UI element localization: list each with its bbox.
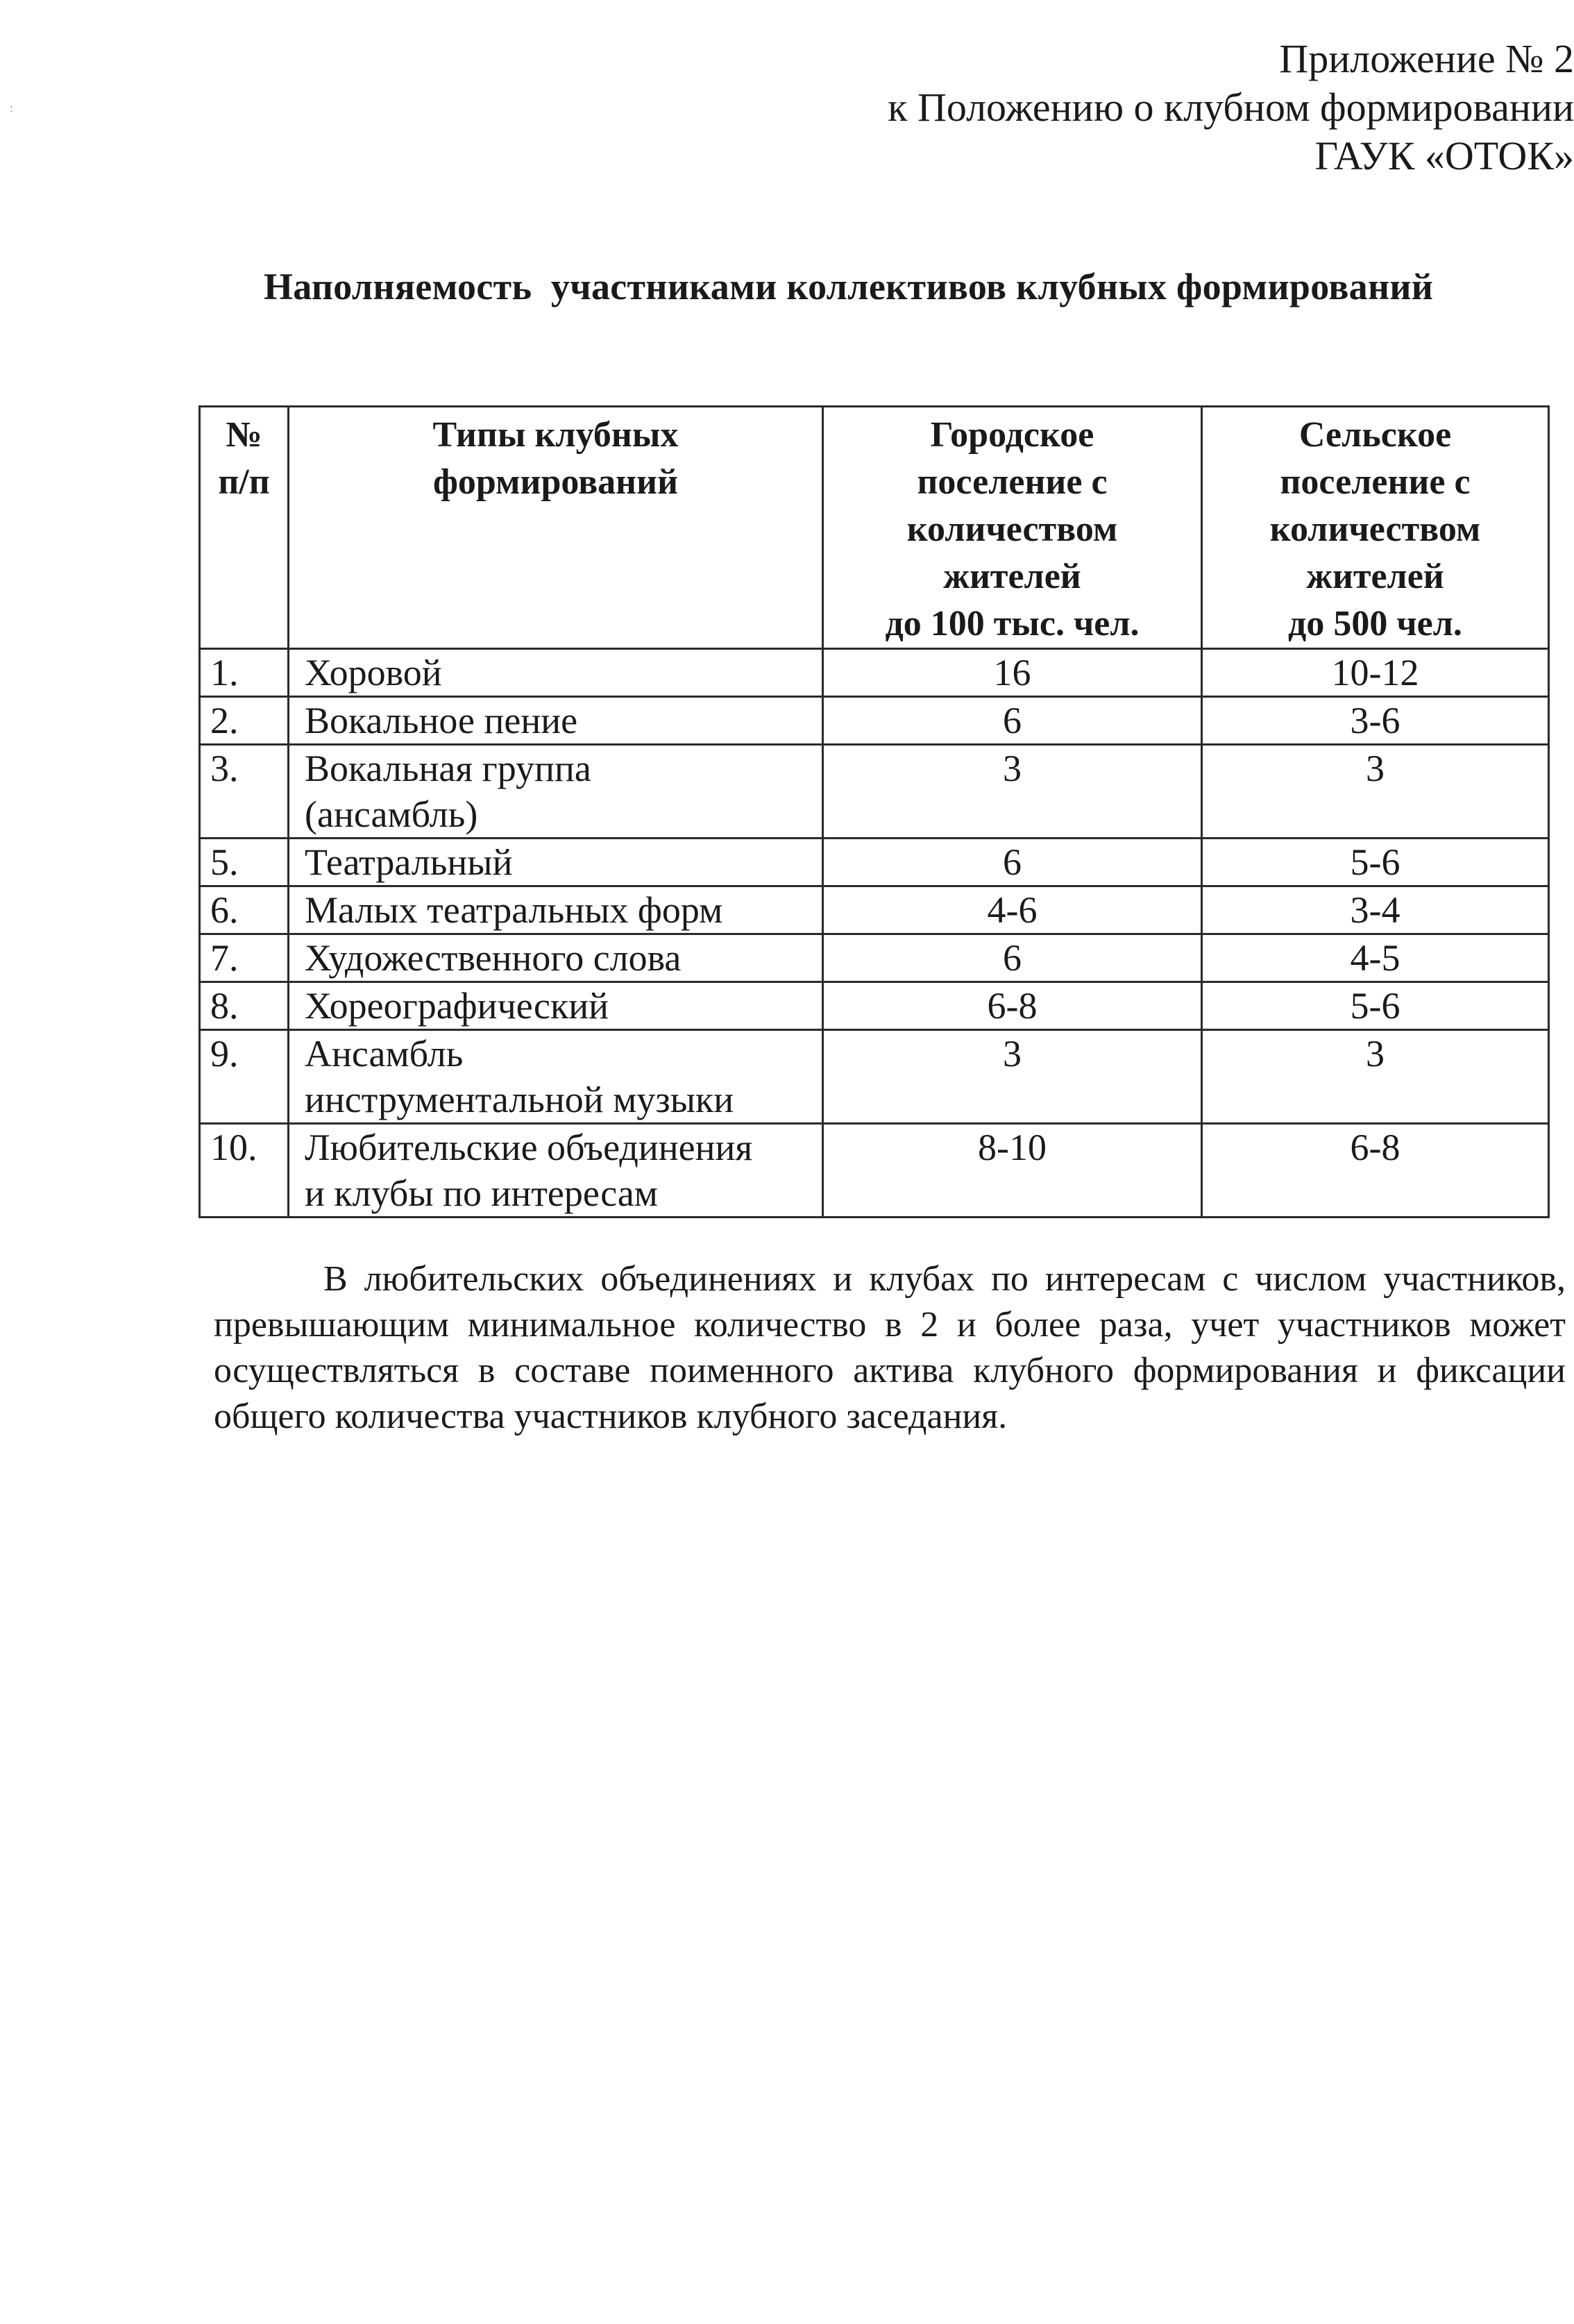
row-rural-value: 5-6: [1202, 839, 1549, 886]
row-rural-value: 4-5: [1202, 934, 1549, 982]
row-num: 6.: [200, 886, 289, 934]
row-city-value: 6-8: [823, 982, 1202, 1030]
row-rural-value: 5-6: [1202, 982, 1549, 1030]
appendix-reference: к Положению о клубном формировании: [888, 85, 1574, 130]
header-num: № п/п: [200, 407, 289, 649]
table-row: [200, 1124, 1549, 1218]
row-rural-value: 3: [1202, 1030, 1549, 1124]
row-city-value: 4-6: [823, 886, 1202, 934]
scan-artifact: :: [10, 101, 14, 115]
row-num: 10.: [200, 1124, 289, 1218]
table-row: [200, 697, 1549, 745]
row-type: Любительские объединения и клубы по интересам: [289, 1124, 823, 1218]
table-row: [200, 934, 1549, 982]
club-capacity-table: [198, 405, 1550, 1218]
note-paragraph: В любительских объединениях и клубах по интересам с числом участников, превышающим минимальное количество в 2 и более раза, учет участников может осуществляться в составе поименного актива клубного формирования и фиксации общего количества участников клубного заседания.: [214, 1259, 1566, 1436]
row-city-value: 3: [823, 1030, 1202, 1124]
row-type: Ансамбль инструментальной музыки: [289, 1030, 823, 1124]
row-city-value: 16: [823, 649, 1202, 697]
table-row: [200, 649, 1549, 697]
row-type: Вокальная группа (ансамбль): [289, 745, 823, 839]
row-num: 9.: [200, 1030, 289, 1124]
table-row: [200, 982, 1549, 1030]
table-row: [200, 745, 1549, 839]
row-rural-value: 10-12: [1202, 649, 1549, 697]
row-rural-value: 3-6: [1202, 697, 1549, 745]
header-city: Городское поселение с количеством жителей до 100 тыс. чел.: [823, 407, 1202, 649]
row-type: Театральный: [289, 839, 823, 886]
row-city-value: 3: [823, 745, 1202, 839]
row-num: 2.: [200, 697, 289, 745]
row-num: 5.: [200, 839, 289, 886]
row-rural-value: 6-8: [1202, 1124, 1549, 1218]
row-type: Вокальное пение: [289, 697, 823, 745]
appendix-header: [741, 35, 1574, 180]
row-city-value: 8-10: [823, 1124, 1202, 1218]
row-type: Хореографический: [289, 982, 823, 1030]
row-city-value: 6: [823, 839, 1202, 886]
row-rural-value: 3-4: [1202, 886, 1549, 934]
row-type: Малых театральных форм: [289, 886, 823, 934]
row-city-value: 6: [823, 934, 1202, 982]
document-title: Наполняемость участниками коллективов клубных формирований: [264, 266, 1434, 308]
table-row: [200, 1030, 1549, 1124]
row-type: Хоровой: [289, 649, 823, 697]
organization-name: ГАУК «ОТОК»: [1314, 133, 1574, 178]
row-num: 3.: [200, 745, 289, 839]
row-num: 7.: [200, 934, 289, 982]
header-rural: Сельское поселение с количеством жителей до 500 чел.: [1202, 407, 1549, 649]
row-num: 8.: [200, 982, 289, 1030]
header-type: Типы клубных формирований: [289, 407, 823, 649]
table-row: [200, 886, 1549, 934]
table-row: [200, 839, 1549, 886]
row-type: Художественного слова: [289, 934, 823, 982]
table-header-row: [200, 407, 1549, 649]
appendix-number: Приложение № 2: [1279, 36, 1574, 81]
row-rural-value: 3: [1202, 745, 1549, 839]
row-num: 1.: [200, 649, 289, 697]
row-city-value: 6: [823, 697, 1202, 745]
